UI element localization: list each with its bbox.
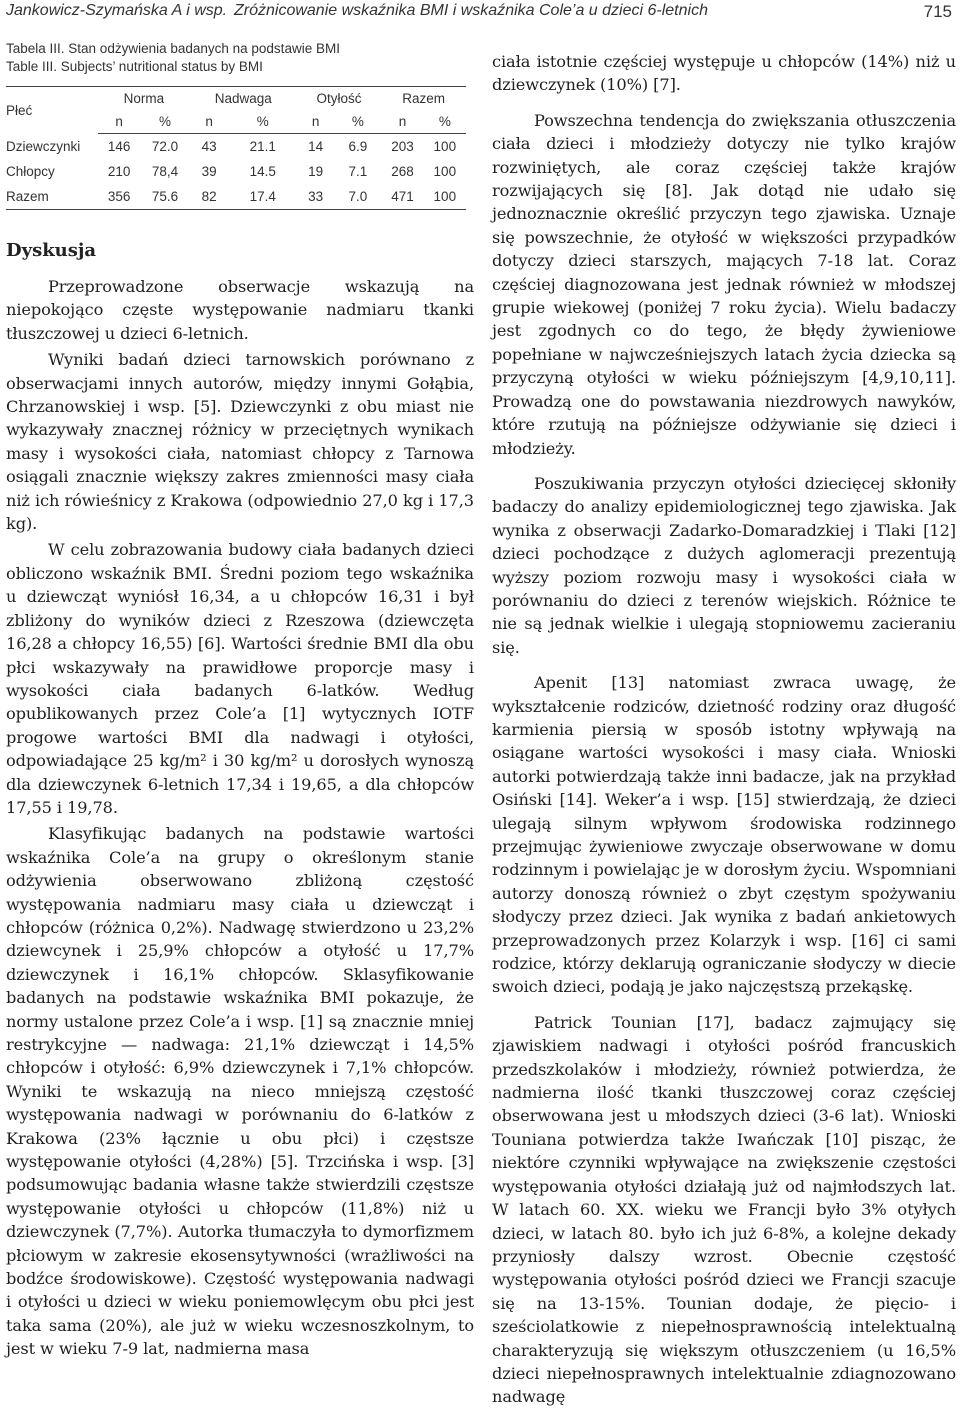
table-subheader: %: [334, 109, 381, 134]
page-number: 715: [923, 2, 952, 21]
paragraph: Powszechna tendencja do zwiększania otłuszczenia ciała dzieci i młodzieży dotyczy nie tylko krajów rozwiniętych, ale coraz częściej także krajów rozwijających się [8]. Jak dotąd nie udało się jednoznacznie określić przyczyn tego zjawiska. Uznaje się powszechnie, że otyłość w większości przypadków dotyczy dzieci starszych, mających 7-18 lat. Coraz częściej diagnozowana jest jednak również w młodszej grupie wiekowej (poniżej 7 roku życia). Wielu badaczy jest zgodnych co do tego, że błędy żywieniowe popełniane w najwcześniejszych latach życia dziecka są przyczyną otyłości w wieku późniejszym [4,9,10,11]. Prowadzą one do powstawania niezdrowych nawyków, które rzutują na późniejsze odżywianie się dzieci i młodzieży.: [492, 110, 956, 458]
right-body-text: [492, 50, 956, 1409]
table-group-header: Otyłość: [297, 87, 382, 110]
table-caption-en: Table III. Subjects’ nutritional status by BMI: [6, 59, 263, 74]
table-cell: 39: [201, 164, 217, 179]
table-group-header: Nadwaga: [190, 87, 297, 110]
table-cell: 210: [107, 164, 131, 179]
paragraph: Apenit [13] natomiast zwraca uwagę, że wykształcenie rodziców, dzietność rodziny oraz długość karmienia piersią w sposób istotny wpływają na osiągane wartości wysokości i masy ciała. Wnioski autorki potwierdzają także inni badacze, jak na przykład Osiński [14]. Weker’a i wsp. [15] stwierdzają, że dzieci ulegają silnym wpływom środowiska rodzinnego przejmując żywieniowe zwyczaje obserwowane w domu rodzinnym i powielając je w dorosłym życiu. Wspomniani autorzy donoszą również o zbyt częstym spożywaniu słodyczy przez dzieci. Jak wynika z badań ankietowych przeprowadzonych przez Kolarzyk i wsp. [16] ci sami rodzice, którzy deklarują ograniczanie słodyczy w diecie swoich dzieci, podają je jako najczęstszą przekąskę.: [492, 673, 956, 997]
table-cell: 146: [107, 139, 131, 154]
paragraph: Patrick Tounian [17], badacz zajmujący się zjawiskiem nadwagi i otyłości pośród francuskich przedszkolaków i młodzieży, również potwierdza, że nadmierna ilość tkanki tłuszczowej coraz częściej obserwowana jest u młodszych dzieci (3-6 lat). Wnioski Touniana potwierdza także Iwańczak [10] pisząc, że niektóre czynniki wpływające na zwiększenie częstości występowania otyłości działają już od najmłodszych lat. W latach 60. XX. wieku we Francji było 3% otyłych dzieci, w latach 80. było ich już 6-8%, a kolejne dekady przyniosły dalszy wzrost. Obecnie częstość występowania otyłości pośród dzieci we Francji szacuje się na 13-15%. Tounian dodaje, że pięcio- i sześciolatkowie z niepełnosprawnością intelektualną charakteryzują się większym otłuszczeniem (u 16,5% dzieci niepełnosprawnych intelektualnie zdiagnozowano nadwagę: [492, 1012, 956, 1407]
right-column: [492, 50, 956, 1409]
table-row-header: Płeć: [6, 87, 98, 134]
table-cell: 82: [190, 184, 229, 210]
table-group-header: Razem: [381, 87, 466, 110]
table-cell: 203: [391, 139, 414, 154]
section-heading: Dyskusja: [6, 240, 97, 261]
table-caption-pl: Tabela III. Stan odżywienia badanych na podstawie BMI: [6, 41, 340, 56]
page-header: [6, 0, 952, 26]
paragraph: Poszukiwania przyczyn otyłości dziecięcej skłoniły badaczy do analizy epidemiologicznej tego zjawiska. Jak wynika z obserwacji Zadarko-Domaradzkiej i Tlaki [12] dzieci pochodzące z dużych aglomeracji prezentują wyższy poziom rozwoju masy i wysokości ciała w porównaniu do dzieci z terenów wiejskich. Różnice te nie są jednak wielkie i ulegają stopniowemu zacieraniu się.: [492, 473, 956, 657]
paragraph: Wyniki badań dzieci tarnowskich porównano z obserwacjami innych autorów, między innymi Gołąbia, Chrzanowskiej i wsp. [5]. Dziewczynki z obu miast nie wykazywały znacznej różnicy w przeciętnych wynikach masy i wysokości ciała, natomiast chłopcy z Tarnowa osiągali znacznie większy zakres zmienności masy ciała niż ich rówieśnicy z Krakowa (odpowiednio 27,0 kg i 17,3 kg).: [6, 350, 474, 534]
left-body-text: [6, 275, 474, 1361]
table-cell: 356: [98, 184, 140, 210]
table-subheader: n: [297, 109, 335, 134]
table-cell: 19: [308, 164, 324, 179]
table-subheader: n: [381, 109, 423, 134]
table-cell: 100: [433, 139, 457, 154]
table-cell: 75.6: [140, 184, 189, 210]
table-cell: 43: [201, 139, 217, 154]
table-subheader: n: [98, 109, 140, 134]
table-cell: 7.1: [348, 164, 368, 179]
table-cell: 471: [381, 184, 423, 210]
table-subheader: n: [190, 109, 229, 134]
table-cell: 17.4: [229, 184, 297, 210]
table-body: [6, 134, 466, 210]
table-cell: 6.9: [348, 139, 368, 154]
table-cell: 14.5: [249, 164, 276, 179]
table-group-header: Norma: [98, 87, 190, 110]
table-cell: 78,4: [151, 164, 179, 179]
table-row-label: Chłopcy: [6, 164, 55, 179]
table-cell: 268: [391, 164, 414, 179]
table-row: [6, 159, 466, 184]
table-cell: 14: [308, 139, 324, 154]
left-column: [6, 40, 474, 1361]
table-cell: 100: [424, 184, 466, 210]
table-row-label: Razem: [6, 184, 98, 210]
header-authors: Jankowicz-Szymańska A i wsp.: [6, 2, 228, 19]
paragraph: Klasyfikując badanych na podstawie wartości wskaźnika Cole’a na grupy o określonym stanie odżywienia obserwowano zbliżoną częstość występowania nadmiaru masy ciała u dziewcząt i chłopców (różnica 0,2%). Nadwagę stwierdzono u 23,2% dziewcynek i 25,9% chłopców a otyłość u 17,7% dziewczynek i 16,1% chłopców. Sklasyfikowanie badanych na podstawie wskaźnika BMI pokazuje, że normy ustalone przez Cole’a i wsp. [1] są znacznie mniej restrykcyjne — nadwaga: 21,1% dziewcząt i 14,5% chłopców i otyłość: 6,9% dziewczynek i 7,1% chłopców. Wyniki te wskazują na nieco mniejszą częstość występowania nadwagi w porównaniu do 6-latków z Krakowa (23% łącznie u obu płci) i częstsze występowanie otyłości (4,28%) [5]. Trzcińska i wsp. [3] podsumowując badania własne także stwierdzili częstsze występowanie otyłości u chłopców (11,8%) niż u dziewczynek (7,7%). Autorka tłumaczyła to dymorfizmem płciowym w zakresie ekosensytywności (wrażliwości na bodźce środowiskowe). Częstość występowania nadwagi i otyłości u dzieci w wieku poniemowlęcym obu płci jest taka sama (20%), ale już w wieku wczesnoszkolnym, to jest w wieku 7-9 lat, nadmierna masa: [6, 824, 474, 1359]
table-row: [6, 184, 466, 210]
table-cell: 7.0: [334, 184, 381, 210]
table-cell: 72.0: [151, 139, 179, 154]
table-cell: 33: [297, 184, 335, 210]
table-cell: 21.1: [249, 139, 276, 154]
table-subheader: %: [229, 109, 297, 134]
table-cell: 100: [433, 164, 457, 179]
table-row-label: Dziewczynki: [6, 138, 81, 154]
header-running-title: Zróżnicowanie wskaźnika BMI i wskaźnika Cole’a u dzieci 6-letnich: [234, 2, 708, 19]
table-subheader: %: [424, 109, 466, 134]
table-row: [6, 134, 466, 160]
table-group-header-row: [6, 87, 466, 110]
table-subheader: %: [140, 109, 189, 134]
table-caption: [6, 40, 474, 76]
nutrition-table: [6, 86, 466, 210]
paragraph: W celu zobrazowania budowy ciała badanych dzieci obliczono wskaźnik BMI. Średni poziom tego wskaźnika u dziewcząt wyniósł 16,34, a u chłopców 16,31 i był zbliżony do wyników dzieci z Rzeszowa (dziewczęta 16,28 a chłopcy 16,55) [6]. Wartości średnie BMI dla obu płci wskazywały na prawidłowe proporcje masy i wysokości ciała badanych 6-latków. Według opublikowanych przez Cole’a [1] wytycznych IOTF progowe wartości BMI dla nadwagi i otyłości, odpowiadające 25 kg/m² i 30 kg/m² u dorosłych wynoszą dla dziewczynek 6-letnich 17,34 i 19,65, a dla chłopców 17,55 i 19,78.: [6, 540, 474, 817]
paragraph: Przeprowadzone obserwacje wskazują na niepokojąco częste występowanie nadmiaru tkanki tłuszczowej u dzieci 6-letnich.: [6, 277, 474, 343]
paragraph: ciała istotnie częściej występuje u chłopców (14%) niż u dziewczynek (10%) [7].: [492, 52, 956, 95]
